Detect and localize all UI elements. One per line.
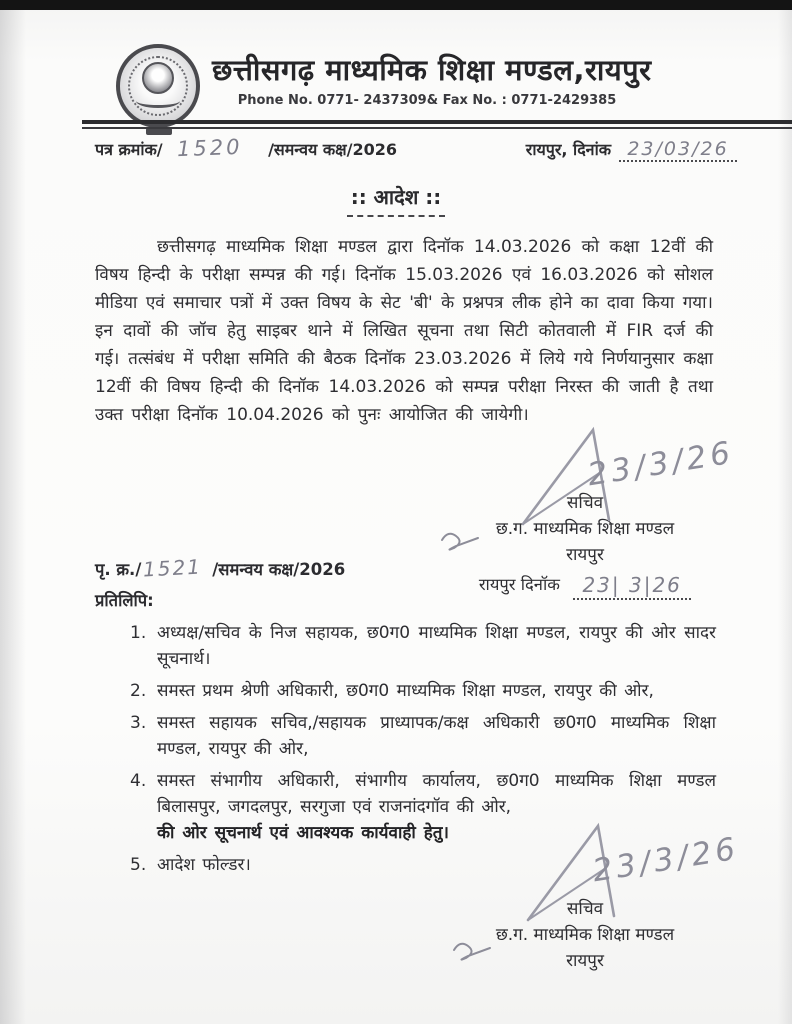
signature-date-handwritten: 23/3/26 [585, 434, 737, 494]
list-item [130, 678, 716, 704]
list-item-number: 1. [130, 623, 147, 643]
endorsement-number-handwritten: 1521 [142, 554, 203, 582]
initials-scribble-icon [438, 528, 484, 558]
signature-block-middle [420, 432, 750, 598]
coordination-cell-label: /समन्वय कक्ष/2026 [268, 140, 397, 159]
dispatch-date-label: रायपुर दिनॉक [478, 575, 560, 594]
endorsement-reference-line [95, 556, 345, 580]
endorsement-cell-label: /समन्वय कक्ष/2026 [212, 560, 346, 579]
list-item-number: 2. [130, 681, 147, 701]
signatory-designation: सचिव [566, 493, 604, 513]
list-item [130, 620, 716, 672]
list-item-number: 3. [130, 713, 147, 733]
contact-line: Phone No. 0771- 2437309& Fax No. : 0771-2429385 [237, 93, 617, 108]
signatory-org: छ.ग. माध्यमिक शिक्षा मण्डल [495, 925, 675, 945]
signatory-org: छ.ग. माध्यमिक शिक्षा मण्डल [495, 519, 675, 539]
order-title: :: आदेश :: [347, 183, 446, 217]
signatory-designation: सचिव [566, 899, 604, 919]
endorsement-number-label: पृ. क्र./ [95, 560, 142, 579]
signature-date-handwritten: 23/3/26 [590, 830, 742, 890]
seal-base [146, 128, 172, 135]
list-item-text: समस्त सहायक सचिव,/सहायक प्राध्यापक/कक्ष अधिकारी छ0ग0 माध्यमिक शिक्षा मण्डल, रायपुर की ओर, [157, 713, 716, 759]
scan-top-edge [0, 0, 792, 10]
seal-outer-ring [116, 44, 200, 128]
signatory-place: रायपुर [566, 545, 604, 565]
initials-scribble-icon [450, 938, 496, 968]
list-item-text-main: समस्त संभागीय अधिकारी, संभागीय कार्यालय, छ0ग0 माध्यमिक शिक्षा मण्डल बिलासपुर, जगदलपुर, सरगुजा एवं राजनांदगॉव की ओर, [157, 771, 716, 817]
letter-number-handwritten: 1520 [176, 134, 243, 162]
seal-emblem [142, 62, 174, 94]
list-item-text: अध्यक्ष/सचिव के निज सहायक, छ0ग0 माध्यमिक शिक्षा मण्डल, रायपुर की ओर सादर सूचनार्थ। [157, 623, 716, 669]
list-item-bold-action-line: की ओर सूचनार्थ एवं आवश्यक कार्यवाही हेतु। [157, 823, 449, 843]
letter-number-label: पत्र क्रमांक/ [95, 140, 163, 159]
place-date-label: रायपुर, दिनांक [525, 140, 611, 159]
dispatch-date-handwritten: 23| 3|26 [573, 572, 691, 600]
order-body-paragraph: छत्तीसगढ़ माध्यमिक शिक्षा मण्डल द्वारा दिनॉक 14.03.2026 को कक्षा 12वीं की विषय हिन्दी के परीक्षा सम्पन्न की गई। दिनॉक 15.03.2026 एवं 16.03.2026 को सोशल मीडिया एवं समाचार पत्रों में उक्त विषय के सेट 'बी' के प्रश्नपत्र लीक होने का दावा किया गया। इन दावों की जॉच हेतु साइबर थाने में लिखित सूचना तथा सिटी कोतवाली में FIR दर्ज की गई। तत्संबंध में परीक्षा समिति की बैठक दिनॉक 23.03.2026 में लिये गये निर्णयानुसार कक्षा 12वीं की विषय हिन्दी की दिनॉक 14.03.2026 को सम्पन्न परीक्षा निरस्त की जाती है तथा उक्त परीक्षा दिनॉक 10.04.2026 को पुनः आयोजित की जायेगी। [95, 237, 713, 425]
signatory-place: रायपुर [566, 951, 604, 971]
org-name: छत्तीसगढ़ माध्यमिक शिक्षा मण्डल,रायपुर [212, 53, 652, 87]
date-handwritten: 23/03/26 [619, 138, 737, 162]
list-item-number: 5. [130, 855, 147, 875]
seal-wings [136, 94, 180, 108]
header-divider-thin [82, 127, 792, 129]
reference-line [95, 136, 737, 160]
list-item-number: 4. [130, 771, 147, 791]
copy-to-label: प्रतिलिपि: [95, 591, 154, 610]
header-divider-thick [82, 120, 792, 124]
list-item-text: समस्त प्रथम श्रेणी अधिकारी, छ0ग0 माध्यमिक शिक्षा मण्डल, रायपुर की ओर, [157, 681, 654, 701]
list-item-text: आदेश फोल्डर। [157, 855, 251, 875]
list-item [130, 710, 716, 762]
signature-block-bottom [420, 830, 750, 974]
